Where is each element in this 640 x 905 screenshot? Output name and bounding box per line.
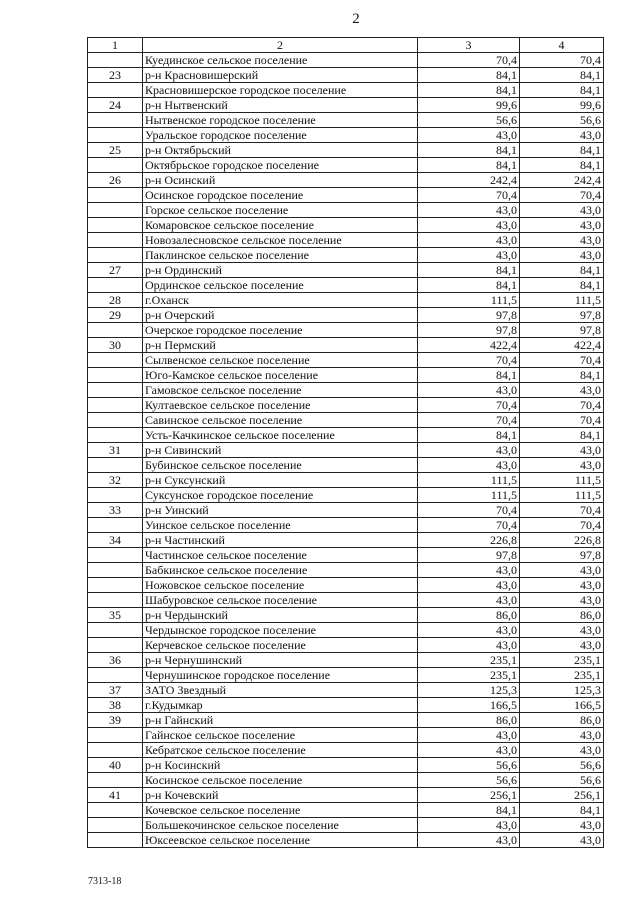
- value-col-3-cell: 111,5: [418, 473, 520, 488]
- value-col-4-cell: 43,0: [520, 248, 604, 263]
- row-number-cell: [88, 128, 143, 143]
- header-col-2: 2: [143, 38, 418, 53]
- territory-name-cell: Нытвенское городское поселение: [143, 113, 418, 128]
- table-row: [88, 563, 604, 578]
- table-row: [88, 458, 604, 473]
- row-number-cell: [88, 53, 143, 68]
- row-number-cell: 38: [88, 698, 143, 713]
- table-row: [88, 278, 604, 293]
- value-col-4-cell: 84,1: [520, 143, 604, 158]
- value-col-4-cell: 125,3: [520, 683, 604, 698]
- value-col-4-cell: 43,0: [520, 818, 604, 833]
- value-col-4-cell: 84,1: [520, 83, 604, 98]
- row-number-cell: 33: [88, 503, 143, 518]
- territory-name-cell: Шабуровское сельское поселение: [143, 593, 418, 608]
- value-col-4-cell: 43,0: [520, 593, 604, 608]
- table-row: [88, 818, 604, 833]
- territory-name-cell: Юго-Камское сельское поселение: [143, 368, 418, 383]
- territory-name-cell: р-н Уинский: [143, 503, 418, 518]
- table-row: [88, 368, 604, 383]
- value-col-3-cell: 97,8: [418, 323, 520, 338]
- table-row: [88, 548, 604, 563]
- row-number-cell: [88, 743, 143, 758]
- territory-name-cell: Усть-Качкинское сельское поселение: [143, 428, 418, 443]
- table-row: [88, 53, 604, 68]
- table-header: [88, 38, 604, 53]
- row-number-cell: 36: [88, 653, 143, 668]
- value-col-3-cell: 84,1: [418, 83, 520, 98]
- table-row: [88, 443, 604, 458]
- value-col-4-cell: 70,4: [520, 518, 604, 533]
- territory-name-cell: Горское сельское поселение: [143, 203, 418, 218]
- row-number-cell: [88, 488, 143, 503]
- table-row: [88, 668, 604, 683]
- row-number-cell: [88, 218, 143, 233]
- value-col-3-cell: 43,0: [418, 128, 520, 143]
- value-col-3-cell: 43,0: [418, 443, 520, 458]
- value-col-4-cell: 43,0: [520, 458, 604, 473]
- table-row: [88, 638, 604, 653]
- territory-name-cell: Кебратское сельское поселение: [143, 743, 418, 758]
- table-row: [88, 683, 604, 698]
- row-number-cell: [88, 383, 143, 398]
- value-col-3-cell: 235,1: [418, 668, 520, 683]
- value-col-4-cell: 97,8: [520, 548, 604, 563]
- row-number-cell: [88, 458, 143, 473]
- value-col-4-cell: 99,6: [520, 98, 604, 113]
- value-col-4-cell: 111,5: [520, 293, 604, 308]
- row-number-cell: [88, 563, 143, 578]
- territory-name-cell: Гамовское сельское поселение: [143, 383, 418, 398]
- territory-name-cell: р-н Пермский: [143, 338, 418, 353]
- territory-name-cell: Сылвенское сельское поселение: [143, 353, 418, 368]
- territory-name-cell: р-н Очерский: [143, 308, 418, 323]
- value-col-4-cell: 86,0: [520, 608, 604, 623]
- table-row: [88, 608, 604, 623]
- value-col-3-cell: 111,5: [418, 488, 520, 503]
- value-col-4-cell: 111,5: [520, 488, 604, 503]
- territory-name-cell: р-н Гайнский: [143, 713, 418, 728]
- territory-name-cell: Суксунское городское поселение: [143, 488, 418, 503]
- value-col-3-cell: 125,3: [418, 683, 520, 698]
- row-number-cell: [88, 818, 143, 833]
- territory-name-cell: г.Кудымкар: [143, 698, 418, 713]
- territory-name-cell: Бабкинское сельское поселение: [143, 563, 418, 578]
- territory-name-cell: Частинское сельское поселение: [143, 548, 418, 563]
- table-row: [88, 233, 604, 248]
- territory-name-cell: р-н Суксунский: [143, 473, 418, 488]
- value-col-4-cell: 43,0: [520, 563, 604, 578]
- territory-name-cell: г.Оханск: [143, 293, 418, 308]
- value-col-4-cell: 235,1: [520, 653, 604, 668]
- territory-name-cell: Паклинское сельское поселение: [143, 248, 418, 263]
- value-col-3-cell: 97,8: [418, 548, 520, 563]
- value-col-3-cell: 43,0: [418, 623, 520, 638]
- row-number-cell: [88, 158, 143, 173]
- territory-name-cell: р-н Нытвенский: [143, 98, 418, 113]
- row-number-cell: [88, 833, 143, 848]
- value-col-4-cell: 43,0: [520, 218, 604, 233]
- value-col-4-cell: 84,1: [520, 368, 604, 383]
- value-col-3-cell: 84,1: [418, 803, 520, 818]
- page-number: 2: [352, 11, 360, 27]
- value-col-3-cell: 166,5: [418, 698, 520, 713]
- territory-name-cell: Гайнское сельское поселение: [143, 728, 418, 743]
- row-number-cell: [88, 398, 143, 413]
- value-col-4-cell: 242,4: [520, 173, 604, 188]
- table-row: [88, 98, 604, 113]
- territory-name-cell: Новозалесновское сельское поселение: [143, 233, 418, 248]
- table-row: [88, 173, 604, 188]
- table-row: [88, 428, 604, 443]
- row-number-cell: 30: [88, 338, 143, 353]
- table-row: [88, 188, 604, 203]
- row-number-cell: 25: [88, 143, 143, 158]
- table-row: [88, 263, 604, 278]
- table-row: [88, 788, 604, 803]
- value-col-3-cell: 242,4: [418, 173, 520, 188]
- row-number-cell: [88, 83, 143, 98]
- value-col-4-cell: 56,6: [520, 773, 604, 788]
- table-row: [88, 698, 604, 713]
- value-col-4-cell: 97,8: [520, 323, 604, 338]
- value-col-4-cell: 84,1: [520, 68, 604, 83]
- row-number-cell: [88, 233, 143, 248]
- territory-name-cell: Култаевское сельское поселение: [143, 398, 418, 413]
- value-col-4-cell: 422,4: [520, 338, 604, 353]
- territory-name-cell: р-н Косинский: [143, 758, 418, 773]
- territory-name-cell: Осинское городское поселение: [143, 188, 418, 203]
- row-number-cell: [88, 368, 143, 383]
- allocation-table: [87, 37, 604, 848]
- value-col-3-cell: 56,6: [418, 758, 520, 773]
- row-number-cell: 39: [88, 713, 143, 728]
- territory-name-cell: Уинское сельское поселение: [143, 518, 418, 533]
- value-col-3-cell: 99,6: [418, 98, 520, 113]
- territory-name-cell: р-н Сивинский: [143, 443, 418, 458]
- value-col-3-cell: 70,4: [418, 188, 520, 203]
- row-number-cell: [88, 728, 143, 743]
- territory-name-cell: Куединское сельское поселение: [143, 53, 418, 68]
- value-col-3-cell: 43,0: [418, 743, 520, 758]
- table-row: [88, 83, 604, 98]
- value-col-4-cell: 43,0: [520, 638, 604, 653]
- table-row: [88, 623, 604, 638]
- table-row: [88, 533, 604, 548]
- row-number-cell: 29: [88, 308, 143, 323]
- territory-name-cell: Юксеевское сельское поселение: [143, 833, 418, 848]
- table-row: [88, 143, 604, 158]
- table-row: [88, 68, 604, 83]
- row-number-cell: [88, 593, 143, 608]
- row-number-cell: 40: [88, 758, 143, 773]
- territory-name-cell: Очерское городское поселение: [143, 323, 418, 338]
- row-number-cell: 23: [88, 68, 143, 83]
- value-col-3-cell: 70,4: [418, 353, 520, 368]
- table-row: [88, 833, 604, 848]
- table-row: [88, 248, 604, 263]
- value-col-4-cell: 70,4: [520, 503, 604, 518]
- value-col-3-cell: 235,1: [418, 653, 520, 668]
- value-col-4-cell: 43,0: [520, 233, 604, 248]
- value-col-4-cell: 84,1: [520, 803, 604, 818]
- value-col-4-cell: 86,0: [520, 713, 604, 728]
- territory-name-cell: Уральское городское поселение: [143, 128, 418, 143]
- territory-name-cell: Кочевское сельское поселение: [143, 803, 418, 818]
- row-number-cell: [88, 623, 143, 638]
- table-row: [88, 128, 604, 143]
- row-number-cell: 24: [88, 98, 143, 113]
- value-col-3-cell: 84,1: [418, 428, 520, 443]
- table-row: [88, 773, 604, 788]
- value-col-4-cell: 43,0: [520, 833, 604, 848]
- value-col-4-cell: 70,4: [520, 398, 604, 413]
- table-row: [88, 353, 604, 368]
- value-col-4-cell: 235,1: [520, 668, 604, 683]
- table-row: [88, 578, 604, 593]
- row-number-cell: 27: [88, 263, 143, 278]
- header-col-4: 4: [520, 38, 604, 53]
- table-row: [88, 503, 604, 518]
- row-number-cell: 26: [88, 173, 143, 188]
- territory-name-cell: Бубинское сельское поселение: [143, 458, 418, 473]
- table-row: [88, 743, 604, 758]
- value-col-3-cell: 84,1: [418, 158, 520, 173]
- value-col-3-cell: 226,8: [418, 533, 520, 548]
- row-number-cell: [88, 638, 143, 653]
- value-col-3-cell: 84,1: [418, 263, 520, 278]
- row-number-cell: [88, 578, 143, 593]
- territory-name-cell: Савинское сельское поселение: [143, 413, 418, 428]
- value-col-3-cell: 43,0: [418, 728, 520, 743]
- value-col-4-cell: 84,1: [520, 278, 604, 293]
- table-row: [88, 488, 604, 503]
- header-col-3: 3: [418, 38, 520, 53]
- row-number-cell: [88, 203, 143, 218]
- table-row: [88, 713, 604, 728]
- value-col-4-cell: 43,0: [520, 623, 604, 638]
- territory-name-cell: р-н Чердынский: [143, 608, 418, 623]
- value-col-3-cell: 70,4: [418, 503, 520, 518]
- table-row: [88, 293, 604, 308]
- value-col-3-cell: 56,6: [418, 113, 520, 128]
- territory-name-cell: р-н Частинский: [143, 533, 418, 548]
- row-number-cell: [88, 428, 143, 443]
- table-row: [88, 203, 604, 218]
- value-col-3-cell: 84,1: [418, 368, 520, 383]
- territory-name-cell: Ординское сельское поселение: [143, 278, 418, 293]
- value-col-4-cell: 84,1: [520, 158, 604, 173]
- value-col-4-cell: 166,5: [520, 698, 604, 713]
- value-col-3-cell: 43,0: [418, 233, 520, 248]
- value-col-4-cell: 70,4: [520, 188, 604, 203]
- row-number-cell: 41: [88, 788, 143, 803]
- row-number-cell: 31: [88, 443, 143, 458]
- territory-name-cell: Комаровское сельское поселение: [143, 218, 418, 233]
- header-col-1: 1: [88, 38, 143, 53]
- value-col-3-cell: 86,0: [418, 713, 520, 728]
- value-col-4-cell: 256,1: [520, 788, 604, 803]
- value-col-3-cell: 86,0: [418, 608, 520, 623]
- table-row: [88, 803, 604, 818]
- value-col-4-cell: 70,4: [520, 413, 604, 428]
- value-col-3-cell: 70,4: [418, 413, 520, 428]
- territory-name-cell: Чернушинское городское поселение: [143, 668, 418, 683]
- row-number-cell: [88, 353, 143, 368]
- value-col-3-cell: 43,0: [418, 203, 520, 218]
- row-number-cell: [88, 413, 143, 428]
- row-number-cell: 34: [88, 533, 143, 548]
- value-col-3-cell: 84,1: [418, 143, 520, 158]
- value-col-4-cell: 43,0: [520, 578, 604, 593]
- territory-name-cell: Керчевское сельское поселение: [143, 638, 418, 653]
- value-col-4-cell: 70,4: [520, 353, 604, 368]
- territory-name-cell: Чердынское городское поселение: [143, 623, 418, 638]
- table-row: [88, 653, 604, 668]
- territory-name-cell: р-н Красновишерский: [143, 68, 418, 83]
- row-number-cell: [88, 113, 143, 128]
- territory-name-cell: Косинское сельское поселение: [143, 773, 418, 788]
- table-body: [88, 53, 604, 848]
- value-col-4-cell: 56,6: [520, 758, 604, 773]
- value-col-4-cell: 43,0: [520, 728, 604, 743]
- value-col-4-cell: 70,4: [520, 53, 604, 68]
- row-number-cell: [88, 668, 143, 683]
- row-number-cell: [88, 803, 143, 818]
- table-row: [88, 593, 604, 608]
- row-number-cell: [88, 518, 143, 533]
- table-row: [88, 323, 604, 338]
- value-col-4-cell: 56,6: [520, 113, 604, 128]
- document-code: 7313-18: [88, 876, 122, 887]
- territory-name-cell: Красновишерское городское поселение: [143, 83, 418, 98]
- value-col-3-cell: 43,0: [418, 593, 520, 608]
- row-number-cell: [88, 248, 143, 263]
- value-col-4-cell: 43,0: [520, 203, 604, 218]
- header-row: [88, 38, 604, 53]
- value-col-4-cell: 226,8: [520, 533, 604, 548]
- value-col-4-cell: 111,5: [520, 473, 604, 488]
- table-row: [88, 518, 604, 533]
- value-col-3-cell: 43,0: [418, 218, 520, 233]
- value-col-3-cell: 70,4: [418, 53, 520, 68]
- value-col-3-cell: 43,0: [418, 833, 520, 848]
- value-col-3-cell: 43,0: [418, 818, 520, 833]
- territory-name-cell: ЗАТО Звездный: [143, 683, 418, 698]
- table-row: [88, 383, 604, 398]
- value-col-3-cell: 43,0: [418, 578, 520, 593]
- value-col-4-cell: 43,0: [520, 383, 604, 398]
- value-col-3-cell: 84,1: [418, 278, 520, 293]
- table-row: [88, 413, 604, 428]
- table-row: [88, 218, 604, 233]
- table-row: [88, 398, 604, 413]
- row-number-cell: [88, 278, 143, 293]
- territory-name-cell: р-н Ординский: [143, 263, 418, 278]
- row-number-cell: 35: [88, 608, 143, 623]
- value-col-3-cell: 111,5: [418, 293, 520, 308]
- value-col-4-cell: 43,0: [520, 743, 604, 758]
- value-col-3-cell: 43,0: [418, 248, 520, 263]
- value-col-3-cell: 43,0: [418, 458, 520, 473]
- table-row: [88, 728, 604, 743]
- value-col-3-cell: 422,4: [418, 338, 520, 353]
- row-number-cell: 28: [88, 293, 143, 308]
- row-number-cell: [88, 548, 143, 563]
- territory-name-cell: Большекочинское сельское поселение: [143, 818, 418, 833]
- value-col-3-cell: 43,0: [418, 563, 520, 578]
- value-col-3-cell: 43,0: [418, 638, 520, 653]
- value-col-3-cell: 70,4: [418, 518, 520, 533]
- value-col-4-cell: 84,1: [520, 263, 604, 278]
- table-row: [88, 473, 604, 488]
- row-number-cell: [88, 188, 143, 203]
- territory-name-cell: р-н Октябрьский: [143, 143, 418, 158]
- row-number-cell: [88, 773, 143, 788]
- territory-name-cell: р-н Чернушинский: [143, 653, 418, 668]
- row-number-cell: 32: [88, 473, 143, 488]
- territory-name-cell: Ножовское сельское поселение: [143, 578, 418, 593]
- value-col-4-cell: 43,0: [520, 128, 604, 143]
- table-row: [88, 158, 604, 173]
- row-number-cell: [88, 323, 143, 338]
- territory-name-cell: р-н Кочевский: [143, 788, 418, 803]
- value-col-4-cell: 97,8: [520, 308, 604, 323]
- value-col-3-cell: 256,1: [418, 788, 520, 803]
- value-col-3-cell: 97,8: [418, 308, 520, 323]
- table-row: [88, 113, 604, 128]
- table-row: [88, 338, 604, 353]
- territory-name-cell: р-н Осинский: [143, 173, 418, 188]
- value-col-3-cell: 70,4: [418, 398, 520, 413]
- value-col-3-cell: 56,6: [418, 773, 520, 788]
- territory-name-cell: Октябрьское городское поселение: [143, 158, 418, 173]
- table-row: [88, 758, 604, 773]
- value-col-3-cell: 84,1: [418, 68, 520, 83]
- value-col-3-cell: 43,0: [418, 383, 520, 398]
- value-col-4-cell: 43,0: [520, 443, 604, 458]
- value-col-4-cell: 84,1: [520, 428, 604, 443]
- table-row: [88, 308, 604, 323]
- row-number-cell: 37: [88, 683, 143, 698]
